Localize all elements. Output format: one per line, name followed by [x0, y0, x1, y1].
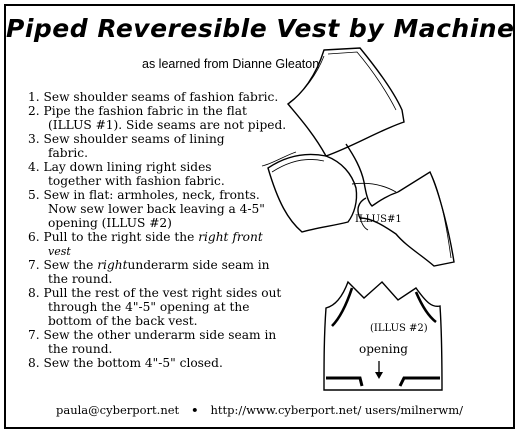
- step-5-line-3: opening (ILLUS #2): [48, 216, 172, 230]
- step-5: 5. Sew in flat: armholes, neck, fronts.: [28, 188, 260, 202]
- step-7b-line-2: the round.: [48, 342, 113, 356]
- illus-2-label: (ILLUS #2): [370, 323, 428, 334]
- page-title: Piped Reveresible Vest by Machine: [6, 14, 515, 43]
- step-2-line-2: (ILLUS #1). Side seams are not piped.: [48, 118, 287, 132]
- step-3: 3. Sew shoulder seams of lining: [28, 132, 225, 146]
- illus-1-label: ILLUS#1: [355, 214, 402, 225]
- step-8a-line-2: through the 4"-5" opening at the: [48, 300, 250, 314]
- step-4-line-2: together with fashion fabric.: [48, 174, 225, 188]
- footer-url[interactable]: http://www.cyberport.net/ users/milnerwm/: [210, 403, 463, 417]
- step-7a: 7. Sew the rightunderarm side seam in: [28, 258, 270, 272]
- opening-arrow-icon: [375, 361, 383, 379]
- footer-email[interactable]: paula@cyberport.net: [56, 403, 180, 417]
- footer-bullet: •: [191, 403, 199, 417]
- step-8a-line-3: bottom of the back vest.: [48, 314, 198, 328]
- step-7b: 7. Sew the other underarm side seam in: [28, 328, 277, 342]
- step-3-line-2: fabric.: [48, 146, 89, 160]
- step-6-line-2: vest: [48, 245, 71, 258]
- opening-label: opening: [359, 342, 408, 356]
- recipe-card: [4, 4, 515, 429]
- step-7a-line-2: the round.: [48, 272, 113, 286]
- step-1: 1. Sew shoulder seams of fashion fabric.: [28, 90, 279, 104]
- steps-list: [6, 6, 306, 386]
- subtitle: as learned from Dianne Gleaton: [142, 57, 320, 71]
- step-8a: 8. Pull the rest of the vest right sides out: [28, 286, 282, 300]
- footer: [6, 403, 513, 417]
- step-5-line-2: Now sew lower back leaving a 4-5": [48, 202, 265, 216]
- step-2: 2. Pipe the fashion fabric in the flat: [28, 104, 247, 118]
- step-8b: 8. Sew the bottom 4"-5" closed.: [28, 356, 223, 370]
- illus-2-vest-assembled: [324, 282, 442, 390]
- step-6: 6. Pull to the right side the right front: [28, 230, 263, 244]
- step-4: 4. Lay down lining right sides: [28, 160, 212, 174]
